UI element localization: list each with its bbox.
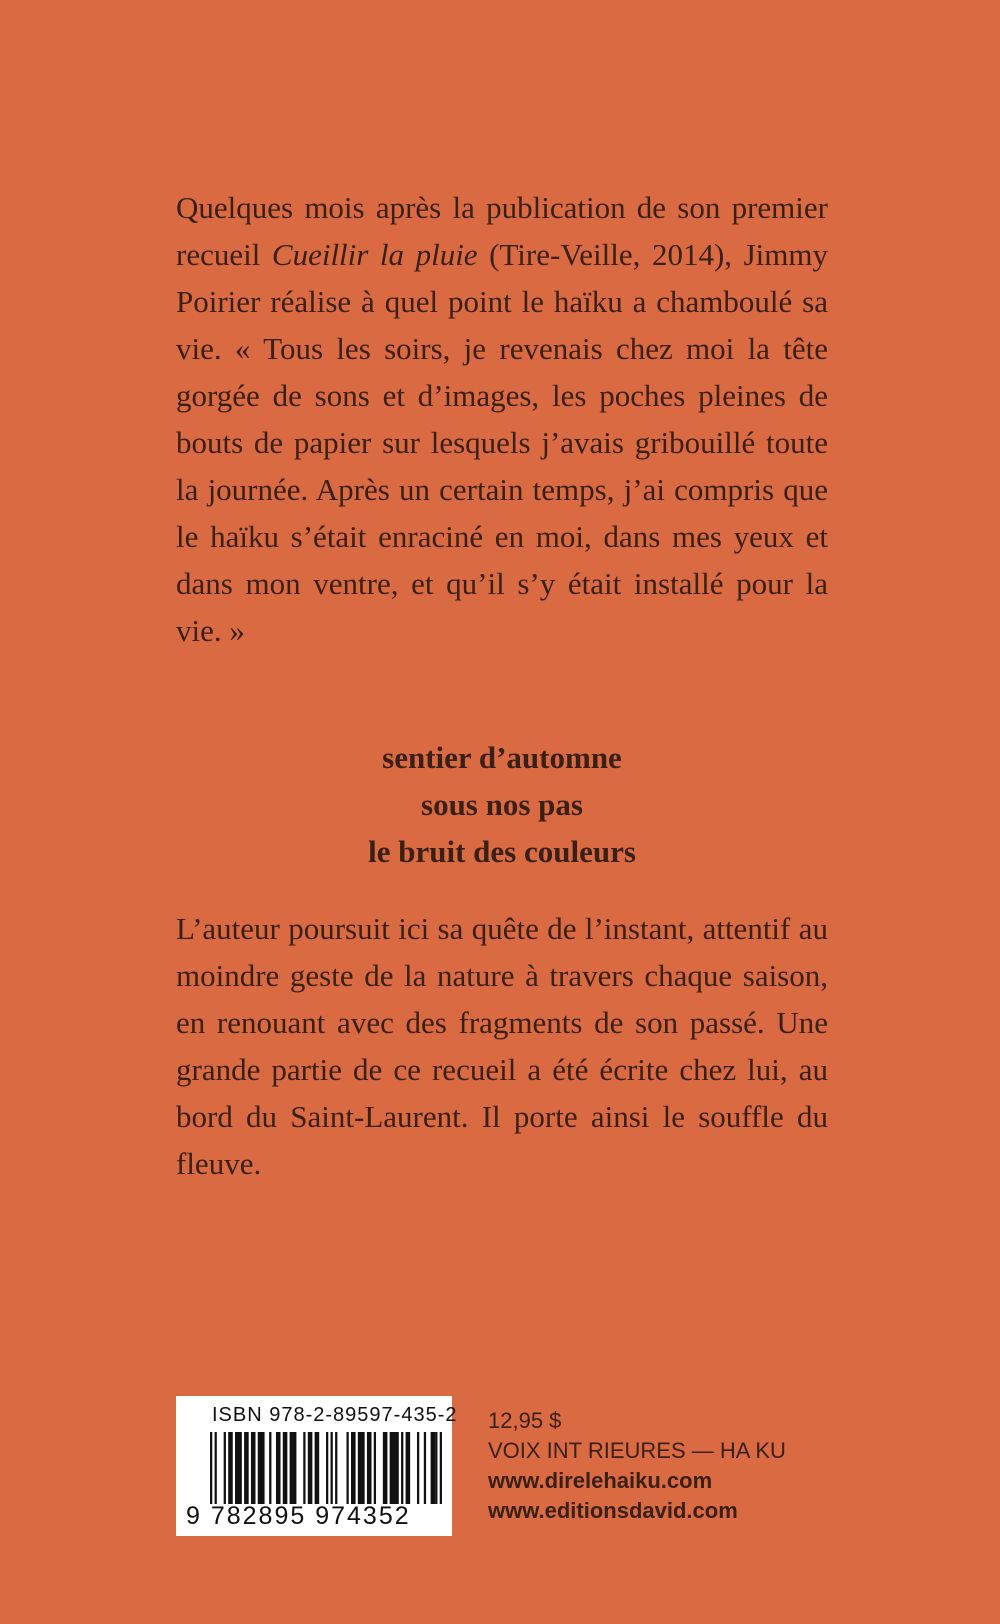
isbn-label: ISBN 978-2-89597-435-2 — [212, 1404, 458, 1426]
haiku — [176, 734, 828, 875]
barcode-bars-icon — [210, 1432, 442, 1504]
description-paragraph-1 — [176, 184, 828, 654]
barcode-digits: 9 782895 974352 — [186, 1502, 411, 1530]
isbn-barcode — [176, 1396, 458, 1536]
paragraph-1-intro: Quelques mois après la publication de son premier recueil — [176, 190, 828, 272]
website-editionsdavid[interactable]: www.editionsdavid.com — [488, 1498, 738, 1523]
haiku-line-2: sous nos pas — [421, 787, 583, 822]
collection-name: VOIX INT RIEURES — HA KU — [488, 1438, 786, 1463]
book-title-italic: Cueillir la pluie — [271, 237, 478, 272]
website-direlehaiku[interactable]: www.direlehaiku.com — [488, 1468, 713, 1493]
price: 12,95 $ — [488, 1408, 562, 1433]
haiku-line-1: sentier d’automne — [382, 740, 622, 775]
paragraph-1-rest: (Tire-Veille, 2014), Jimmy Poirier réalise à quel point le haïku a chamboulé sa vie. « Tous les soirs, je revenais chez moi la tête gorgée de sons et d’images, les poches pleines de bouts de papier sur lesquels j’avais gribouillé toute la journée. Après un certain temps, j’ai compris que le haïku s’était enraciné en moi, dans mes yeux et dans mon ventre, et qu’il s’y était installé pour la vie. » — [176, 237, 828, 648]
publisher-info — [488, 1406, 786, 1526]
description-paragraph-2: L’auteur poursuit ici sa quête de l’instant, attentif au moindre geste de la nature à travers chaque saison, en renouant avec des fragments de son passé. Une grande partie de ce recueil a été écrite chez lui, au bord du Saint-Laurent. Il porte ainsi le souffle du fleuve. — [176, 911, 828, 1181]
haiku-line-3: le bruit des couleurs — [368, 834, 636, 869]
